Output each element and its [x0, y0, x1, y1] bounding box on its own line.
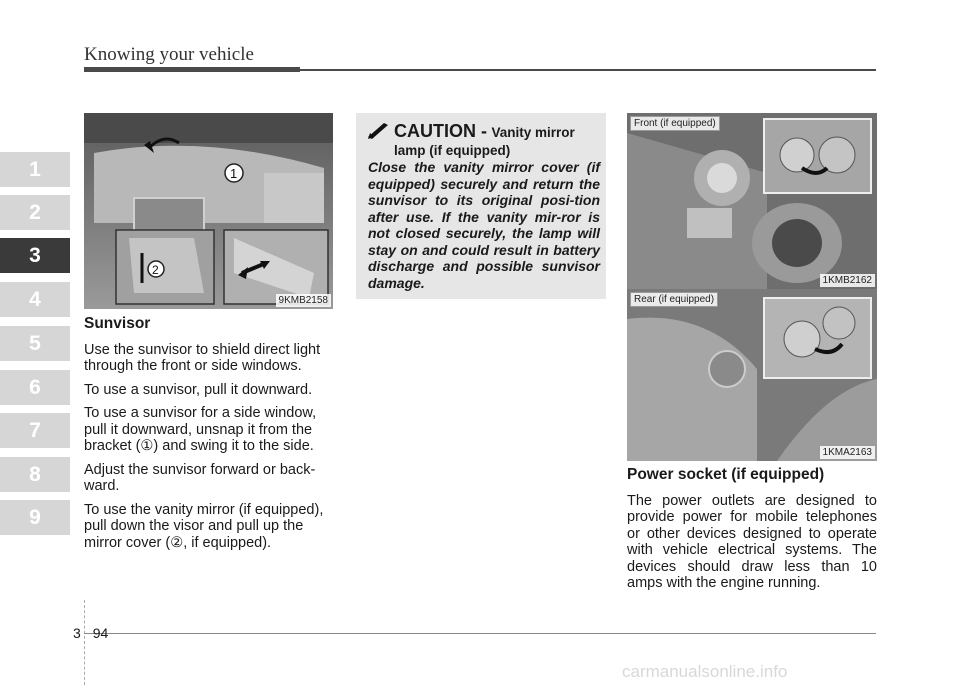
page-number-value: 94	[92, 625, 109, 641]
sunvisor-paragraph: Adjust the sunvisor forward or back-ward.	[84, 461, 316, 494]
page-number	[73, 625, 108, 641]
chapter-tab-6[interactable]: 6	[0, 370, 70, 405]
chapter-tab-1[interactable]: 1	[0, 152, 70, 187]
front-label: Front (if equipped)	[630, 116, 720, 131]
front-socket-photo	[627, 113, 877, 289]
chapter-tab-5[interactable]: 5	[0, 326, 70, 361]
header-rule-thick	[84, 67, 300, 72]
chapter-number: 3	[73, 625, 81, 641]
chapter-tab-2[interactable]: 2	[0, 195, 70, 230]
sunvisor-section	[84, 316, 334, 558]
caution-label: CAUTION -	[394, 121, 487, 141]
caution-text: Close the vanity mirror cover (if equipped) securely and return the sunvisor to its original posi-tion after use. If the vanity mir-ror is not closed securely, the lamp will stay on and could result in battery discharge and possible sunvisor damage.	[368, 159, 600, 291]
power-heading: Power socket (if equipped)	[627, 466, 825, 483]
caution-subtitle-b: lamp (if equipped)	[394, 143, 511, 158]
sunvisor-heading: Sunvisor	[84, 315, 151, 332]
front-socket-illustration	[627, 113, 877, 289]
caution-subtitle-a: Vanity mirror	[491, 125, 575, 140]
figure-code: 9KMB2158	[276, 294, 331, 307]
figure-code: 1KMA2163	[820, 446, 875, 459]
chapter-tab-4[interactable]: 4	[0, 282, 70, 317]
caution-title	[368, 121, 600, 160]
figure-code: 1KMB2162	[820, 274, 875, 287]
header-rule-thin	[300, 69, 876, 71]
sunvisor-paragraph: To use a sunvisor for a side window, pull it downward, unsnap it from the bracket (①) and swing it to the side.	[84, 405, 317, 454]
sunvisor-photo	[84, 113, 333, 309]
svg-text:1: 1	[230, 166, 238, 181]
chapter-tab-3[interactable]: 3	[0, 238, 70, 273]
svg-text:2: 2	[152, 263, 159, 277]
header-title: Knowing your vehicle	[84, 44, 254, 65]
chapter-tab-7[interactable]: 7	[0, 413, 70, 448]
chapter-tab-9[interactable]: 9	[0, 500, 70, 535]
rear-socket-photo	[627, 289, 877, 461]
sunvisor-illustration	[84, 113, 333, 309]
sunvisor-paragraph: To use a sunvisor, pull it downward.	[84, 381, 313, 398]
footer-rule	[84, 633, 876, 634]
warning-pencil-icon	[368, 123, 388, 139]
rear-label: Rear (if equipped)	[630, 292, 718, 307]
sunvisor-paragraph: To use the vanity mirror (if equipped), pull down the visor and pull up the mirror cover (②, if equipped).	[84, 501, 324, 551]
rear-socket-illustration	[627, 289, 877, 461]
caution-box	[356, 113, 606, 299]
chapter-tab-8[interactable]: 8	[0, 457, 70, 492]
power-paragraph: The power outlets are designed to provide power for mobile telephones or other devices designed to operate with vehicle electrical systems. The devices should draw less than 10 amps with the engine running.	[627, 492, 877, 591]
watermark: carmanualsonline.info	[622, 662, 788, 681]
sunvisor-paragraph: Use the sunvisor to shield direct light through the front or side windows.	[84, 341, 321, 374]
footer-divider	[84, 600, 86, 685]
power-section	[627, 467, 877, 599]
